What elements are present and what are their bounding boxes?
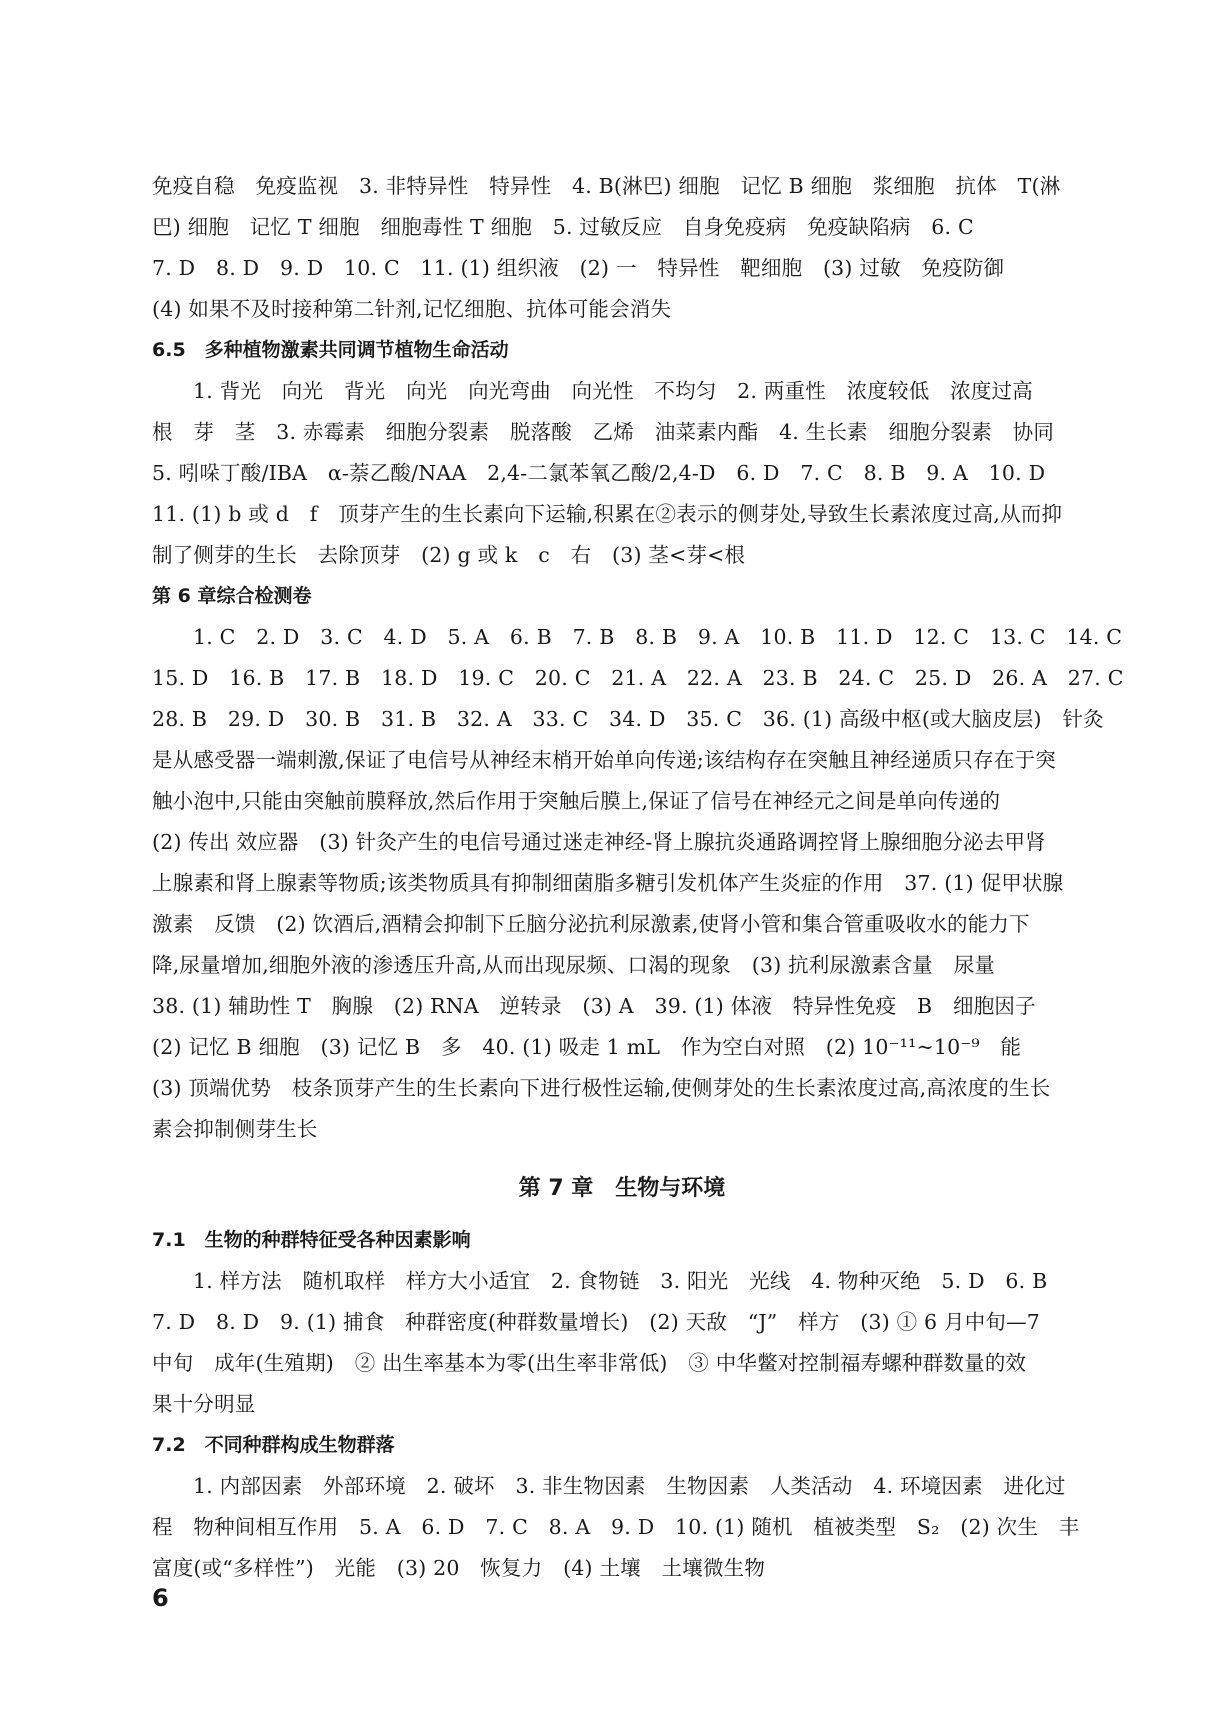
text-line: (2) 传出 效应器 (3) 针灸产生的电信号通过迷走神经-肾上腺抗炎通路调控肾上腺细胞分泌去甲肾 xyxy=(152,830,1046,854)
text-line: (2) 记忆 B 细胞 (3) 记忆 B 多 40. (1) 吸走 1 mL 作为空白对照 (2) 10⁻¹¹~10⁻⁹ 能 xyxy=(152,1035,1022,1059)
text-line: 果十分明显 xyxy=(152,1392,256,1416)
text-line: 根 芽 茎 3. 赤霉素 细胞分裂素 脱落酸 乙烯 油菜素内酯 4. 生长素 细胞分裂素 协同 xyxy=(152,420,1055,444)
text-line: 28. B 29. D 30. B 31. B 32. A 33. C 34. D 35. C 36. (1) 高级中枢(或大脑皮层) 针灸 xyxy=(152,707,1104,731)
text-line: (4) 如果不及时接种第二针剂,记忆细胞、抗体可能会消失 xyxy=(152,297,672,321)
text-line: 富度(或“多样性”) 光能 (3) 20 恢复力 (4) 土壤 土壤微生物 xyxy=(152,1556,766,1580)
text-line: 素会抑制侧芽生长 xyxy=(152,1117,318,1141)
text-line: 程 物种间相互作用 5. A 6. D 7. C 8. A 9. D 10. (1) 随机 植被类型 S₂ (2) 次生 丰 xyxy=(152,1515,1080,1539)
section-heading-ch6-test: 第 6 章综合检测卷 xyxy=(152,585,312,607)
text-line: 38. (1) 辅助性 T 胸腺 (2) RNA 逆转录 (3) A 39. (1) 体液 特异性免疫 B 细胞因子 xyxy=(152,994,1036,1018)
text-line: 免疫自稳 免疫监视 3. 非特异性 特异性 4. B(淋巴) 细胞 记忆 B 细胞 浆细胞 抗体 T(淋 xyxy=(152,174,1061,198)
text-line: 15. D 16. B 17. B 18. D 19. C 20. C 21. A 22. A 23. B 24. C 25. D 26. A 27. C xyxy=(152,666,1124,690)
text-line: 是从感受器一端刺激,保证了电信号从神经末梢开始单向传递;该结构存在突触且神经递质只存在于突 xyxy=(152,748,1056,772)
page-number: 6 xyxy=(152,1584,169,1612)
section-heading-7-2: 7.2 不同种群构成生物群落 xyxy=(152,1434,395,1456)
text-line: 7. D 8. D 9. (1) 捕食 种群密度(种群数量增长) (2) 天敌 “J” 样方 (3) ① 6 月中旬—7 xyxy=(152,1310,1041,1334)
text-line: 中旬 成年(生殖期) ② 出生率基本为零(出生率非常低) ③ 中华鳖对控制福寿螺种群数量的效 xyxy=(152,1351,1027,1375)
text-line: 11. (1) b 或 d f 顶芽产生的生长素向下运输,积累在②表示的侧芽处,导致生长素浓度过高,从而抑 xyxy=(152,502,1063,526)
text-line: (3) 顶端优势 枝条顶芽产生的生长素向下进行极性运输,使侧芽处的生长素浓度过高,高浓度的生长 xyxy=(152,1076,1051,1100)
text-line: 巴) 细胞 记忆 T 细胞 细胞毒性 T 细胞 5. 过敏反应 自身免疫病 免疫缺陷病 6. C xyxy=(152,215,974,239)
text-line: 制了侧芽的生长 去除顶芽 (2) g 或 k c 右 (3) 茎<芽<根 xyxy=(152,543,746,567)
section-heading-7-1: 7.1 生物的种群特征受各种因素影响 xyxy=(152,1229,471,1251)
chapter-title: 第 7 章 生物与环境 xyxy=(518,1176,726,1201)
section-heading-6-5: 6.5 多种植物激素共同调节植物生命活动 xyxy=(152,339,509,361)
text-line: 1. 样方法 随机取样 样方大小适宜 2. 食物链 3. 阳光 光线 4. 物种灭绝 5. D 6. B xyxy=(193,1269,1048,1293)
text-line: 激素 反馈 (2) 饮酒后,酒精会抑制下丘脑分泌抗利尿激素,使肾小管和集合管重吸收水的能力下 xyxy=(152,912,1030,936)
text-line: 触小泡中,只能由突触前膜释放,然后作用于突触后膜上,保证了信号在神经元之间是单向传递的 xyxy=(152,789,1001,813)
text-line: 1. 内部因素 外部环境 2. 破坏 3. 非生物因素 生物因素 人类活动 4. 环境因素 进化过 xyxy=(193,1474,1066,1498)
text-line: 1. C 2. D 3. C 4. D 5. A 6. B 7. B 8. B 9. A 10. B 11. D 12. C 13. C 14. C xyxy=(193,625,1123,649)
text-line: 降,尿量增加,细胞外液的渗透压升高,从而出现尿频、口渴的现象 (3) 抗利尿激素含量 尿量 xyxy=(152,953,996,977)
text-line: 7. D 8. D 9. D 10. C 11. (1) 组织液 (2) 一 特异性 靶细胞 (3) 过敏 免疫防御 xyxy=(152,256,1005,280)
text-line: 5. 吲哚丁酸/IBA α-萘乙酸/NAA 2,4-二氯苯氧乙酸/2,4-D 6. D 7. C 8. B 9. A 10. D xyxy=(152,461,1046,485)
text-line: 1. 背光 向光 背光 向光 向光弯曲 向光性 不均匀 2. 两重性 浓度较低 浓度过高 xyxy=(193,379,1033,403)
page-content xyxy=(152,166,1124,1589)
text-line: 上腺素和肾上腺素等物质;该类物质具有抑制细菌脂多糖引发机体产生炎症的作用 37. (1) 促甲状腺 xyxy=(152,871,1064,895)
